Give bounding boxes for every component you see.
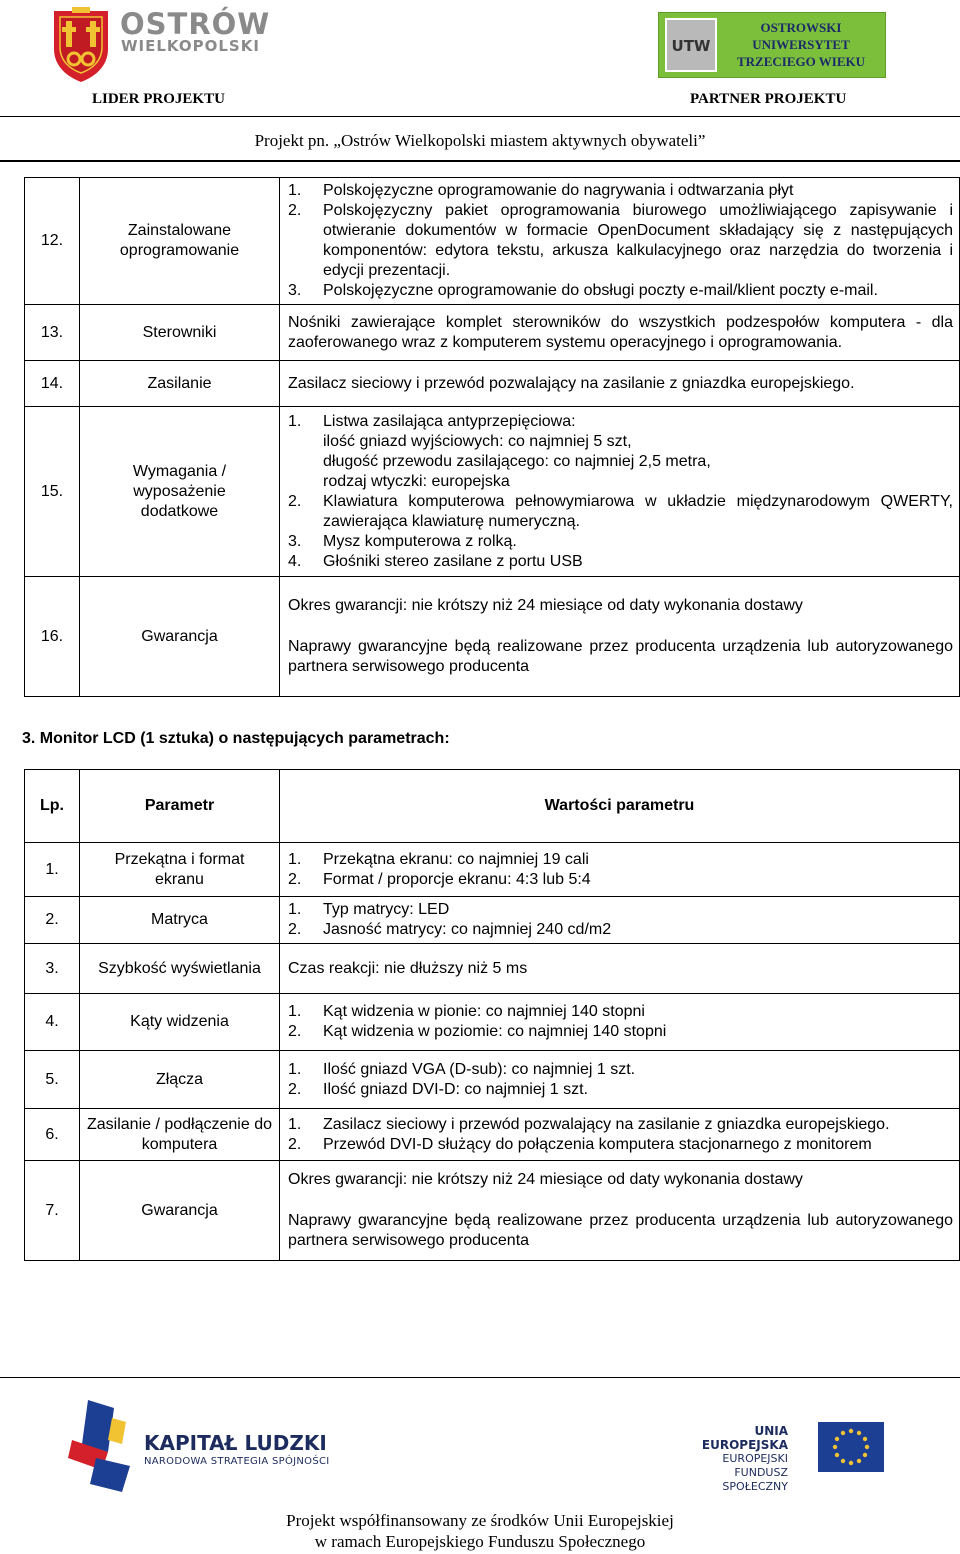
list-item: 1. Ilość gniazd VGA (D-sub): co najmniej 1 szt. — [288, 1060, 636, 1078]
row-value — [280, 1051, 960, 1109]
header-divider-bottom — [0, 160, 960, 162]
cofinancing-line1: Projekt współfinansowany ze środków Unii Europejskiej — [286, 1511, 674, 1530]
row-value: Nośniki zawierające komplet sterowników do wszystkich podzespołów komputera - dla zaoferowanego wraz z komputerem systemu operacyjnego i oprogramowania. — [280, 305, 960, 361]
row-number: 5. — [25, 1051, 80, 1109]
row-parameter: Gwarancja — [80, 577, 280, 697]
spec-table-monitor — [24, 769, 960, 1261]
table-row — [25, 897, 960, 944]
table-row — [25, 361, 960, 407]
sub-item: długość przewodu zasilającego: co najmniej 2,5 metra, — [323, 452, 711, 470]
list-item: 1. Polskojęzyczne oprogramowanie do nagrywania i odtwarzania płyt — [288, 182, 794, 199]
row-number: 14. — [25, 361, 80, 407]
sub-item: rodzaj wtyczki: europejska — [323, 472, 510, 490]
row-value — [280, 1161, 960, 1261]
list-item: 3. Mysz komputerowa z rolką. — [288, 532, 517, 550]
row-parameter: Przekątna i format ekranu — [80, 843, 280, 897]
coat-of-arms-icon — [52, 7, 110, 83]
eu-logo — [668, 1418, 886, 1493]
header-wartosci: Wartości parametru — [280, 770, 960, 843]
row-parameter: Zasilanie — [80, 361, 280, 407]
list-item: 2. Jasność matrycy: co najmniej 240 cd/m2 — [288, 921, 612, 938]
table-row — [25, 944, 960, 994]
row-value: Czas reakcji: nie dłuższy niż 5 ms — [280, 944, 960, 994]
row-parameter: Zasilanie / podłączenie do komputera — [80, 1109, 280, 1161]
header-parametr: Parametr — [80, 770, 280, 843]
table-row — [25, 843, 960, 897]
row-number: 13. — [25, 305, 80, 361]
row-parameter: Kąty widzenia — [80, 994, 280, 1051]
cofinancing-note — [0, 1510, 960, 1552]
row-parameter: Gwarancja — [80, 1161, 280, 1261]
warranty-period: Okres gwarancji: nie krótszy niż 24 miesiące od daty wykonania dostawy — [288, 597, 803, 614]
warranty-period: Okres gwarancji: nie krótszy niż 24 miesiące od daty wykonania dostawy — [288, 1171, 803, 1188]
table-row — [25, 577, 960, 697]
row-number: 1. — [25, 843, 80, 897]
row-parameter: Zainstalowane oprogramowanie — [80, 178, 280, 305]
row-number: 3. — [25, 944, 80, 994]
row-value: Zasilacz sieciowy i przewód pozwalający na zasilanie z gniazdka europejskiego. — [280, 361, 960, 407]
table-row — [25, 407, 960, 577]
kapital-ludzki-logo — [68, 1400, 358, 1492]
eu-line2: EUROPEJSKI — [722, 1452, 788, 1465]
table-row — [25, 305, 960, 361]
list-item: 1. Kąt widzenia w pionie: co najmniej 140 stopni — [288, 1003, 645, 1020]
cofinancing-line2: w ramach Europejskiego Funduszu Społecznego — [314, 1532, 646, 1551]
row-parameter: Szybkość wyświetlania — [80, 944, 280, 994]
kapital-ludzki-subtitle: NARODOWA STRATEGIA SPÓJNOŚCI — [144, 1456, 330, 1467]
value-list — [288, 1115, 953, 1155]
row-parameter: Wymagania / wyposażenie dodatkowe — [80, 407, 280, 577]
list-item: 2. Format / proporcje ekranu: 4:3 lub 5:4 — [288, 870, 591, 888]
value-list — [288, 900, 953, 940]
table-row — [25, 1051, 960, 1109]
row-number: 15. — [25, 407, 80, 577]
list-item: 1. Zasilacz sieciowy i przewód pozwalający na zasilanie z gniazdka europejskiego. — [288, 1115, 890, 1133]
header-divider-top — [0, 116, 960, 117]
list-item: 1. Typ matrycy: LED — [288, 901, 450, 918]
spec-table-computer — [24, 177, 960, 697]
list-item: 2. Klawiatura komputerowa pełnowymiarowa w układzie międzynarodowym QWERTY, zawierająca klawiaturę numeryczną. — [288, 492, 953, 530]
row-number: 12. — [25, 178, 80, 305]
value-list — [288, 181, 953, 301]
list-item: 2. Ilość gniazd DVI-D: co najmniej 1 szt. — [288, 1080, 588, 1098]
row-value — [280, 994, 960, 1051]
row-parameter: Złącza — [80, 1051, 280, 1109]
section-heading-monitor: 3. Monitor LCD (1 sztuka) o następujących parametrach: — [22, 730, 450, 747]
value-list — [288, 412, 953, 572]
row-number: 4. — [25, 994, 80, 1051]
project-title: Projekt pn. „Ostrów Wielkopolski miastem aktywnych obywateli” — [254, 131, 706, 150]
logo-text-wielkopolski: WIELKOPOLSKI — [121, 37, 260, 55]
table-header-row — [25, 770, 960, 843]
sub-item: ilość gniazd wyjściowych: co najmniej 5 szt, — [323, 432, 632, 450]
footer-divider — [0, 1377, 960, 1378]
row-value — [280, 897, 960, 944]
eu-flag-icon — [818, 1422, 884, 1472]
row-value — [280, 407, 960, 577]
list-item: 4. Głośniki stereo zasilane z portu USB — [288, 552, 583, 570]
list-item: 3. Polskojęzyczne oprogramowanie do obsługi poczty e-mail/klient poczty e-mail. — [288, 282, 878, 299]
eu-line1: UNIA EUROPEJSKA — [701, 1424, 788, 1452]
list-item: 1. Listwa zasilająca antyprzepięciowa: ilość gniazd wyjściowych: co najmniej 5 szt, długość przewodu zasilającego: co najmniej 2,5 metra, rodzaj wtyczki: europejska — [288, 412, 953, 492]
table-row — [25, 994, 960, 1051]
header-lp: Lp. — [25, 770, 80, 843]
table-row — [25, 178, 960, 305]
row-number: 6. — [25, 1109, 80, 1161]
list-item: 2. Przewód DVI-D służący do połączenia komputera stacjonarnego z monitorem — [288, 1135, 872, 1153]
utw-line3: TRZECIEGO WIEKU — [737, 54, 865, 69]
kapital-ludzki-icon — [68, 1400, 138, 1492]
row-value — [280, 577, 960, 697]
kapital-ludzki-title: KAPITAŁ LUDZKI — [144, 1431, 327, 1455]
value-list — [288, 850, 953, 890]
list-item: 1. Przekątna ekranu: co najmniej 19 cali — [288, 850, 589, 868]
lider-projektu-label: LIDER PROJEKTU — [92, 91, 225, 107]
utw-line1: OSTROWSKI — [760, 20, 842, 35]
row-parameter: Matryca — [80, 897, 280, 944]
row-value — [280, 178, 960, 305]
list-item: 2. Kąt widzenia w poziomie: co najmniej 140 stopni — [288, 1023, 667, 1040]
row-number: 16. — [25, 577, 80, 697]
value-list — [288, 1002, 953, 1042]
ostrow-logo — [52, 7, 277, 85]
row-value — [280, 1109, 960, 1161]
value-list — [288, 1060, 953, 1100]
row-parameter: Sterowniki — [80, 305, 280, 361]
partner-projektu-label: PARTNER PROJEKTU — [690, 91, 847, 107]
row-number: 7. — [25, 1161, 80, 1261]
warranty-repairs: Naprawy gwarancyjne będą realizowane przez producenta urządzenia lub autoryzowanego partnera serwisowego producenta — [288, 638, 953, 675]
utw-mark-icon: UTW — [665, 18, 717, 72]
warranty-repairs: Naprawy gwarancyjne będą realizowane przez producenta urządzenia lub autoryzowanego partnera serwisowego producenta — [288, 1212, 953, 1249]
table-row — [25, 1109, 960, 1161]
list-item: 2. Polskojęzyczny pakiet oprogramowania biurowego umożliwiającego zapisywanie i otwieranie dokumentów w formacie OpenDocument składający się z następujących komponentów: edytora tekstu, arkusza kalkulacyjnego oraz narzędzia do tworzenia i edycji prezentacji. — [288, 202, 953, 279]
logo-text-ostrow: OSTRÓW — [120, 7, 271, 41]
eu-line3: FUNDUSZ SPOŁECZNY — [722, 1466, 788, 1493]
table-row — [25, 1161, 960, 1261]
row-number: 2. — [25, 897, 80, 944]
utw-line2: UNIWERSYTET — [752, 37, 850, 52]
utw-logo — [658, 12, 886, 78]
row-value — [280, 843, 960, 897]
